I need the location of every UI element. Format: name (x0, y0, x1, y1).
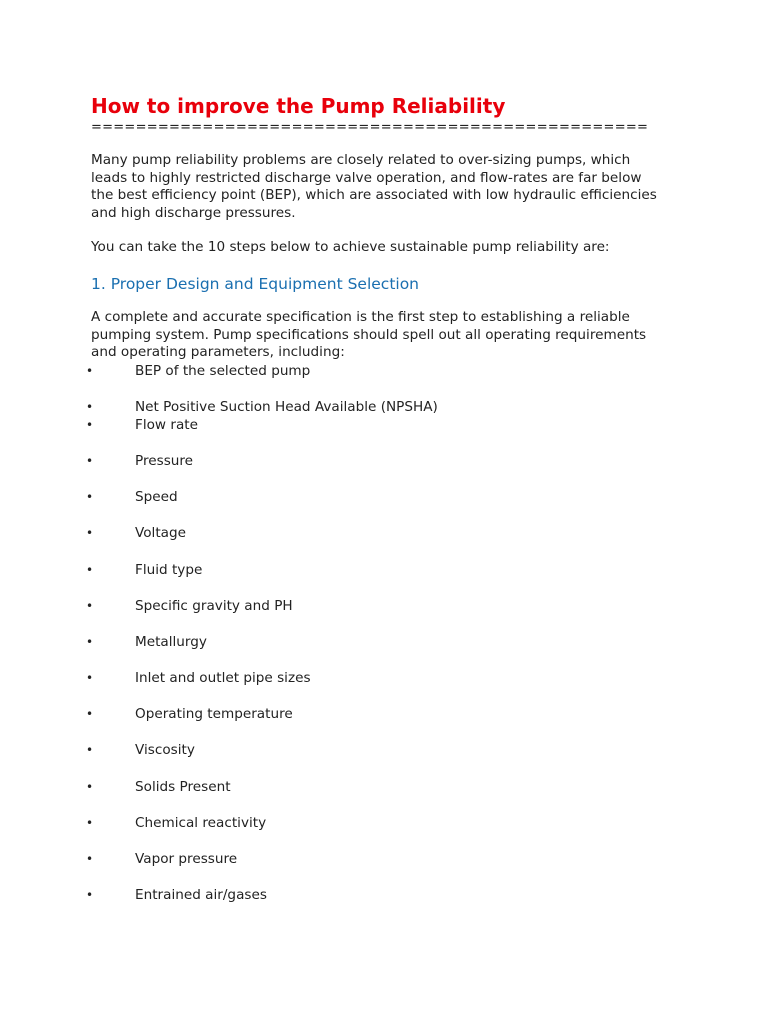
list-item-text: Entrained air/gases (135, 887, 267, 903)
section-1-line: A complete and accurate specification is the first step to establishing a reliable (91, 309, 630, 325)
steps-intro-line: You can take the 10 steps below to achieve sustainable pump reliability are: (91, 239, 610, 255)
bullet-icon: • (86, 888, 94, 902)
intro-line: Many pump reliability problems are closely related to over-sizing pumps, which (91, 152, 631, 168)
list-item-text: Operating temperature (135, 706, 293, 722)
list-item-text: Flow rate (135, 417, 198, 433)
section-1-line: and operating parameters, including: (91, 344, 345, 360)
list-item-text: Net Positive Suction Head Available (NPSHA) (135, 399, 438, 415)
bullet-icon: • (86, 671, 94, 685)
section-1-heading: 1. Proper Design and Equipment Selection (91, 275, 420, 293)
list-item-text: BEP of the selected pump (135, 363, 311, 379)
bullet-icon: • (86, 599, 94, 613)
bullet-icon: • (86, 780, 94, 794)
page-title: How to improve the Pump Reliability (91, 94, 506, 118)
bullet-icon: • (86, 816, 94, 830)
section-1-paragraph (91, 309, 681, 362)
list-item-text: Vapor pressure (135, 851, 238, 867)
bullet-icon: • (86, 635, 94, 649)
list-item-text: Pressure (135, 453, 194, 469)
bullet-icon: • (86, 707, 94, 721)
intro-line: the best efficiency point (BEP), which are associated with low hydraulic efficiencies (91, 187, 657, 203)
bullet-icon: • (86, 454, 94, 468)
list-item-text: Voltage (135, 525, 186, 541)
bullet-icon: • (86, 563, 94, 577)
list-item-text: Chemical reactivity (135, 815, 267, 831)
list-item-text: Viscosity (135, 742, 195, 758)
bullet-icon: • (86, 364, 94, 378)
list-item-text: Fluid type (135, 562, 203, 578)
intro-paragraph (91, 152, 681, 222)
list-item-text: Speed (135, 489, 178, 505)
bullet-icon: • (86, 852, 94, 866)
list-item-text: Specific gravity and PH (135, 598, 293, 614)
steps-intro-paragraph (91, 239, 681, 257)
intro-line: and high discharge pressures. (91, 204, 296, 221)
bullet-icon: • (86, 400, 94, 414)
bullet-icon: • (86, 743, 94, 757)
bullet-icon: • (86, 418, 94, 432)
list-item-text: Inlet and outlet pipe sizes (135, 670, 311, 686)
bullet-icon: • (86, 490, 94, 504)
list-item-text: Metallurgy (135, 634, 207, 650)
bullet-icon: • (86, 526, 94, 540)
intro-line: leads to highly restricted discharge valve operation, and flow-rates are far below (91, 169, 642, 186)
section-1-line: pumping system. Pump specifications should spell out all operating requirements (91, 326, 647, 343)
title-divider: ================================================== (91, 120, 649, 135)
list-item-text: Solids Present (135, 779, 231, 795)
